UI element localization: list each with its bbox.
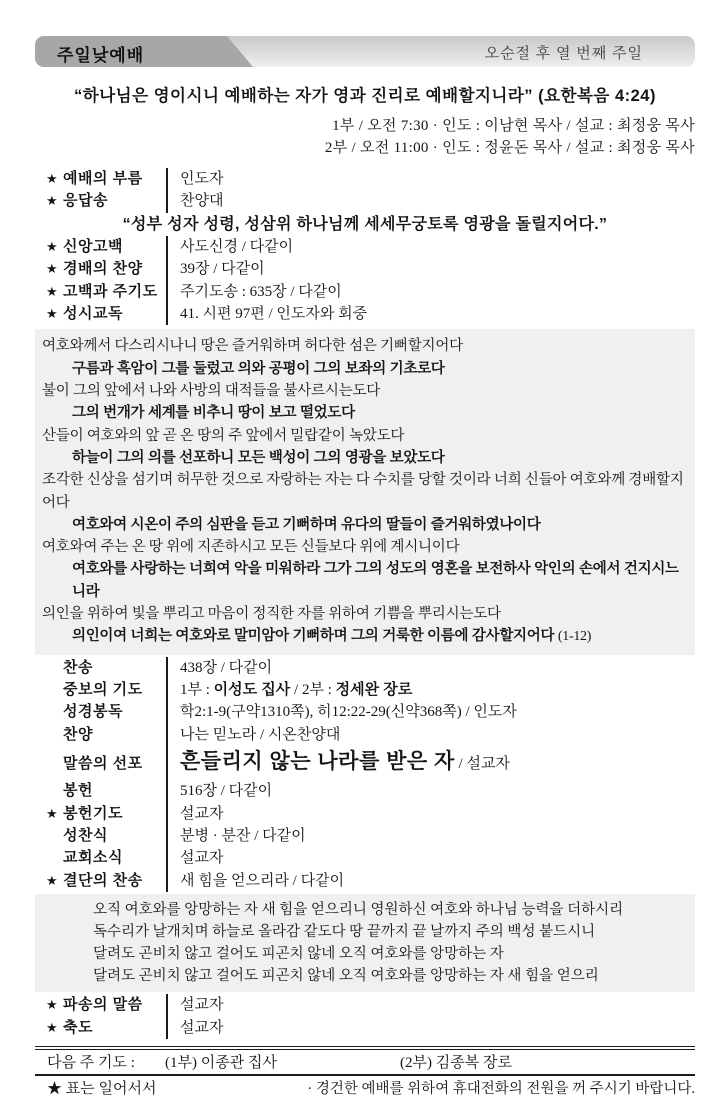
order-row-announcements [35,847,695,869]
next-week-prayer-service1: (1부) 이종관 집사 [165,1055,277,1072]
responsive-reading-block [35,329,695,654]
order-row-offering [35,780,695,802]
order-row-benediction [35,1017,695,1039]
stand-star-icon: ★ [46,193,59,209]
psalm-line-congregation: 하늘이 그의 의를 선포하니 모든 백성이 그의 영광을 보았도다 [72,449,445,466]
stand-star-icon: ★ [46,872,59,888]
footer [35,1046,695,1102]
row-label: 경배의 찬양 [63,260,143,278]
row-value: 인도자 [166,168,695,190]
order-row-choir-anthem [35,724,695,746]
service-time-line-1: 1부 / 오전 7:30 · 인도 : 이남현 목사 / 설교 : 최정웅 목사 [332,118,695,134]
order-row-call-to-worship [35,168,695,190]
standing-note: ★ 표는 일어서서 [47,1081,157,1098]
row-value: 1부 : 이성도 집사 / 2부 : 정세완 장로 [166,679,695,701]
liturgical-week-label: 오순절 후 열 번째 주일 [484,46,643,62]
theme-verse-text: “하나님은 영이시니 예배하는 자가 영과 진리로 예배할지니라” [74,87,534,105]
order-row-hymn [35,657,695,679]
order-row-response-song [35,190,695,212]
row-value: 분병 · 분잔 / 다같이 [166,825,695,847]
stand-star-icon: ★ [46,171,59,186]
row-label: 찬양 [63,725,93,743]
next-week-prayer-label: 다음 주 기도 : [47,1055,135,1072]
row-value: 나는 믿노라 / 시온찬양대 [166,724,695,746]
row-value: 설교자 [166,803,695,825]
psalm-line-leader: 여호와께서 다스리시나니 땅은 즐거워하며 허다한 섬은 기뻐할지어다 [42,338,463,355]
order-of-worship-end [35,994,695,1039]
stand-star-icon: ★ [46,283,59,299]
row-label: 신앙고백 [63,237,123,255]
row-label: 찬송 [63,658,93,676]
row-label: 성경봉독 [63,703,123,721]
hymn-line: 달려도 곤비치 않고 걸어도 피곤치 않네 오직 여호와를 앙망하는 자 [93,946,504,963]
section-header-bar [35,36,695,67]
service-time-line-2: 2부 / 오전 11:00 · 인도 : 정윤돈 목사 / 설교 : 최정웅 목사 [324,140,695,156]
row-label: 성시교독 [63,305,123,323]
row-label: 결단의 찬송 [63,871,143,889]
psalm-line-congregation: 여호와를 사랑하는 너희여 악을 미워하라 그가 그의 성도의 영혼을 보전하사 악인의 손에서 건지시느니라 [72,561,679,600]
order-row-lords-prayer [35,281,695,303]
row-label: 봉헌 [63,782,93,800]
service-times [35,115,695,159]
order-of-worship-lower [35,657,695,893]
row-value: 39장 / 다같이 [166,258,695,280]
order-of-worship-mid [35,236,695,326]
phone-off-note: · 경건한 예배를 위하여 휴대전화의 전원을 꺼 주시기 바랍니다. [307,1081,695,1098]
row-label: 성찬식 [63,827,108,845]
stand-star-icon: ★ [46,997,59,1013]
psalm-line-leader: 산들이 여호와의 앞 곧 온 땅의 주 앞에서 밀랍같이 녹았도다 [42,427,405,444]
row-value: 41. 시편 97편 / 인도자와 회중 [166,303,695,325]
row-value: 새 힘을 얻으리라 / 다같이 [166,870,695,892]
row-label: 파송의 말씀 [63,996,143,1014]
intercessor-1: 이성도 집사 [213,681,291,698]
sermon-title: 흔들리지 않는 나라를 받은 자 [180,750,455,774]
row-label: 봉헌기도 [63,804,123,822]
section-title: 주일낮예배 [57,46,145,65]
psalm-line-congregation: 여호와여 시온이 주의 심판을 듣고 기뻐하며 유다의 딸들이 즐거워하였나이다 [72,516,541,533]
order-row-responsive-reading [35,303,695,325]
row-value [166,746,695,780]
order-row-offering-prayer [35,803,695,825]
order-row-commitment-hymn [35,870,695,892]
row-label: 교회소식 [63,849,123,867]
hymn-line: 오직 여호와를 앙망하는 자 새 힘을 얻으리니 영원하신 여호와 하나님 능력을 더하시리 [93,902,624,919]
psalm-line-leader: 의인을 위하여 빛을 뿌리고 마음이 정직한 자를 위하여 기쁨을 뿌리시는도다 [42,606,501,622]
bulletin-page [35,36,695,1102]
row-value: 학2:1-9(구약1310쪽), 히12:22-29(신약368쪽) / 인도자 [166,701,695,723]
next-week-prayer-row [35,1050,695,1076]
commitment-hymn-lyrics-block [35,894,695,992]
order-row-sending-word [35,994,695,1016]
row-label: 고백과 주기도 [63,282,158,300]
intercessor-2: 정세완 장로 [335,681,413,698]
hymn-line: 달려도 곤비치 않고 걸어도 피곤치 않네 오직 여호와를 앙망하는 자 새 힘을 얻으리 [93,968,599,985]
stand-star-icon: ★ [46,805,59,821]
row-value: 주기도송 : 635장 / 다같이 [166,281,695,303]
order-row-intercessory-prayer [35,679,695,701]
next-week-prayer-service2: (2부) 김종복 장로 [400,1055,512,1072]
stand-star-icon: ★ [46,306,59,322]
row-value: 사도신경 / 다같이 [166,236,695,258]
theme-verse [35,82,695,106]
footer-notes-row [35,1076,695,1102]
row-value: 설교자 [166,994,695,1016]
row-label: 응답송 [63,192,108,210]
psalm-line-congregation: 구름과 흑암이 그를 둘렀고 의와 공평이 그의 보좌의 기초로다 [72,360,445,377]
row-label: 예배의 부름 [63,170,143,187]
order-row-sermon [35,746,695,780]
stand-star-icon: ★ [46,238,59,254]
sermon-by: / 설교자 [454,756,510,773]
row-label: 중보의 기도 [63,681,143,698]
row-label: 말씀의 선포 [63,755,143,773]
stand-star-icon: ★ [46,261,59,277]
row-value: 찬양대 [166,190,695,212]
order-row-scripture-reading [35,701,695,723]
psalm-line-congregation: 그의 번개가 세계를 비추니 땅이 보고 떨었도다 [72,405,355,422]
row-label: 축도 [63,1018,93,1036]
row-value: 설교자 [166,847,695,869]
row-value: 516장 / 다같이 [166,780,695,802]
psalm-line-leader: 조각한 신상을 섬기며 허무한 것으로 자랑하는 자는 다 수치를 당할 것이라 너희 신들아 여호와께 경배할지어다 [42,472,684,511]
stand-star-icon: ★ [46,1019,59,1035]
hymn-line: 독수리가 날개치며 하늘로 올라감 같도다 땅 끝까지 끝 날까지 주의 백성 붙드시니 [93,924,596,941]
row-value: 438장 / 다같이 [166,657,695,679]
theme-verse-reference: (요한복음 4:24) [538,87,656,105]
row-value: 설교자 [166,1017,695,1039]
psalm-line-congregation: 의인이여 너희는 여호와로 말미암아 기뻐하며 그의 거룩한 이름에 감사할지어다 (1-12) [72,628,592,645]
order-row-communion [35,825,695,847]
psalm-line-leader: 여호와여 주는 온 땅 위에 지존하시고 모든 신들보다 위에 계시니이다 [42,539,460,556]
section-tab [35,36,227,67]
order-row-praise-hymn [35,258,695,280]
order-row-creed [35,236,695,258]
gloria-patri-line: “성부 성자 성령, 성삼위 하나님께 세세무궁토록 영광을 돌릴지어다.” [122,215,608,233]
order-of-worship-top [35,168,695,213]
psalm-line-leader: 불이 그의 앞에서 나와 사방의 대적들을 불사르시는도다 [42,383,381,400]
psalm-verse-range: (1-12) [557,629,592,645]
